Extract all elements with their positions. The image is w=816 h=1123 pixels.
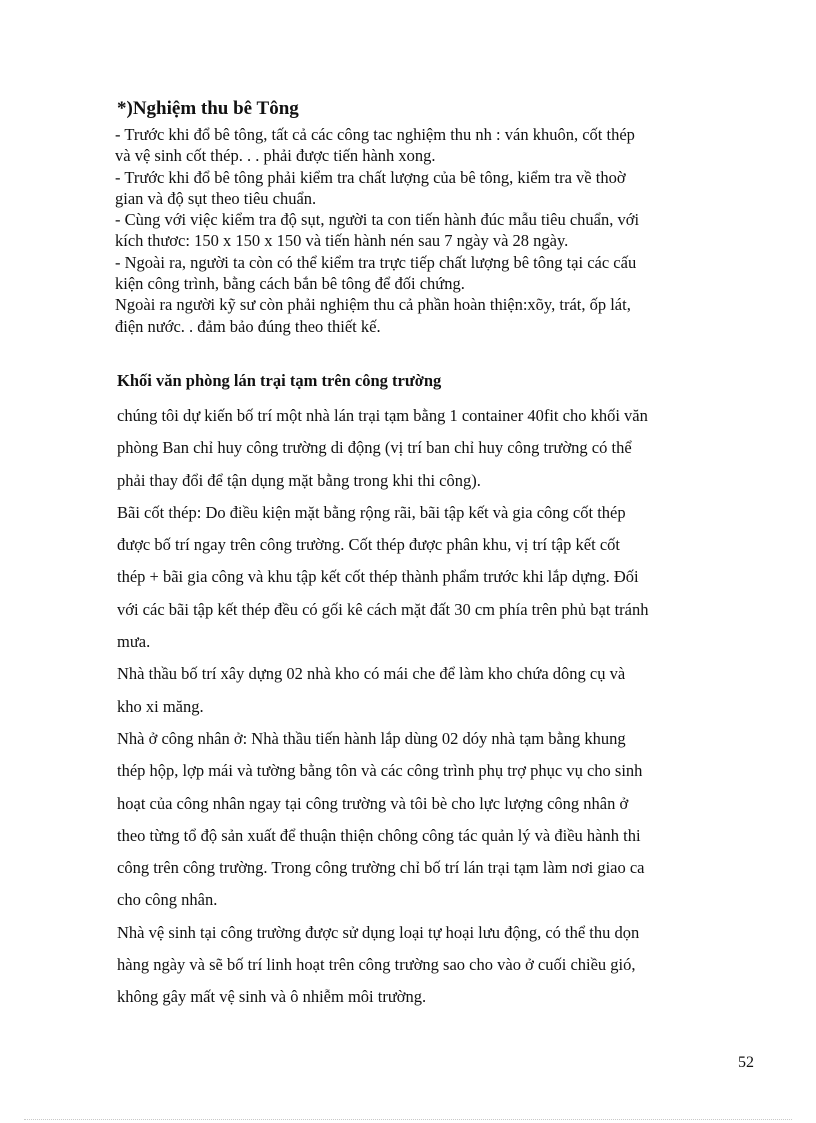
body-line: không gây mất vệ sinh và ô nhiễm môi trường. (117, 987, 427, 1007)
body-line: phải thay đổi để tận dụng mặt bằng trong khi thi công). (117, 470, 481, 490)
body-line: Ngoài ra người kỹ sư còn phải nghiệm thu cả phần hoàn thiện:xõy, trát, ốp lát, (115, 295, 631, 315)
body-line: mưa. (117, 632, 151, 652)
body-line: thép + bãi gia công và khu tập kết cốt thép thành phẩm trước khi lắp dựng. Đối (117, 567, 639, 587)
body-line: Nhà thầu bố trí xây dựng 02 nhà kho có mái che để làm kho chứa dông cụ và (117, 664, 626, 684)
section-title-site-office: Khối văn phòng lán trại tạm trên công trường (117, 371, 442, 390)
body-line: hàng ngày và sẽ bố trí linh hoạt trên công trường sao cho vào ở cuối chiều gió, (117, 955, 636, 975)
body-line: chúng tôi dự kiến bố trí một nhà lán trại tạm bằng 1 container 40fit cho khối văn (117, 406, 648, 425)
body-line: - Trước khi đổ bê tông phải kiểm tra chất lượng của bê tông, kiểm tra về thoờ (115, 167, 626, 187)
body-line: và vệ sinh cốt thép. . . phải được tiến hành xong. (115, 146, 436, 166)
body-line: công trên công trường. Trong công trường chỉ bố trí lán trại tạm làm nơi giao ca (117, 858, 645, 878)
body-line: kho xi măng. (117, 696, 204, 716)
section-body-concrete-acceptance (115, 124, 735, 337)
body-line: kích thươc: 150 x 150 x 150 và tiến hành nén sau 7 ngày và 28 ngày. (115, 231, 569, 251)
section-body-site-office (117, 400, 741, 1014)
footer-divider (24, 1119, 792, 1120)
body-line: Nhà vệ sinh tại công trường được sử dụng loại tự hoại lưu động, có thể thu dọn (117, 922, 640, 942)
body-line: Bãi cốt thép: Do điều kiện mặt bằng rộng rãi, bãi tập kết và gia công cốt thép (117, 502, 626, 522)
page-number: 52 (738, 1054, 754, 1071)
body-line: cho công nhân. (117, 890, 218, 910)
body-line: Nhà ở công nhân ở: Nhà thầu tiến hành lắp dùng 02 dóy nhà tạm bằng khung (117, 728, 626, 748)
body-line: được bố trí ngay trên công trường. Cốt thép được phân khu, vị trí tập kết cốt (117, 535, 620, 555)
body-line: hoạt của công nhân ngay tại công trường và tôi bè cho lực lượng công nhân ở (117, 793, 629, 813)
body-line: điện nước. . đảm bảo đúng theo thiết kế. (115, 316, 381, 336)
body-line: phòng Ban chỉ huy công trường di động (vị trí ban chỉ huy công trường có thể (117, 438, 632, 458)
body-line: - Ngoài ra, người ta còn có thể kiểm tra trực tiếp chất lượng bê tông tại các cấu (115, 252, 637, 272)
section-title-concrete-acceptance: *)Nghiệm thu bê Tông (117, 98, 299, 119)
body-line: thép hộp, lợp mái và tường bằng tôn và các công trình phụ trợ phục vụ cho sinh (117, 761, 643, 781)
body-line: - Cùng với việc kiểm tra độ sụt, người ta con tiến hành đúc mẫu tiêu chuẩn, với (115, 210, 640, 230)
body-line: với các bãi tập kết thép đều có gối kê cách mặt đất 30 cm phía trên phủ bạt tránh (117, 599, 649, 619)
body-line: theo từng tổ độ sản xuất để thuận thiện chông công tác quản lý và điều hành thi (117, 825, 641, 845)
body-line: - Trước khi đổ bê tông, tất cả các công tac nghiệm thu nh : ván khuôn, cốt thép (115, 125, 635, 144)
body-line: kiện công trình, bằng cách bắn bê tông để đối chứng. (115, 274, 465, 294)
body-line: gian và độ sụt theo tiêu chuẩn. (115, 188, 317, 208)
